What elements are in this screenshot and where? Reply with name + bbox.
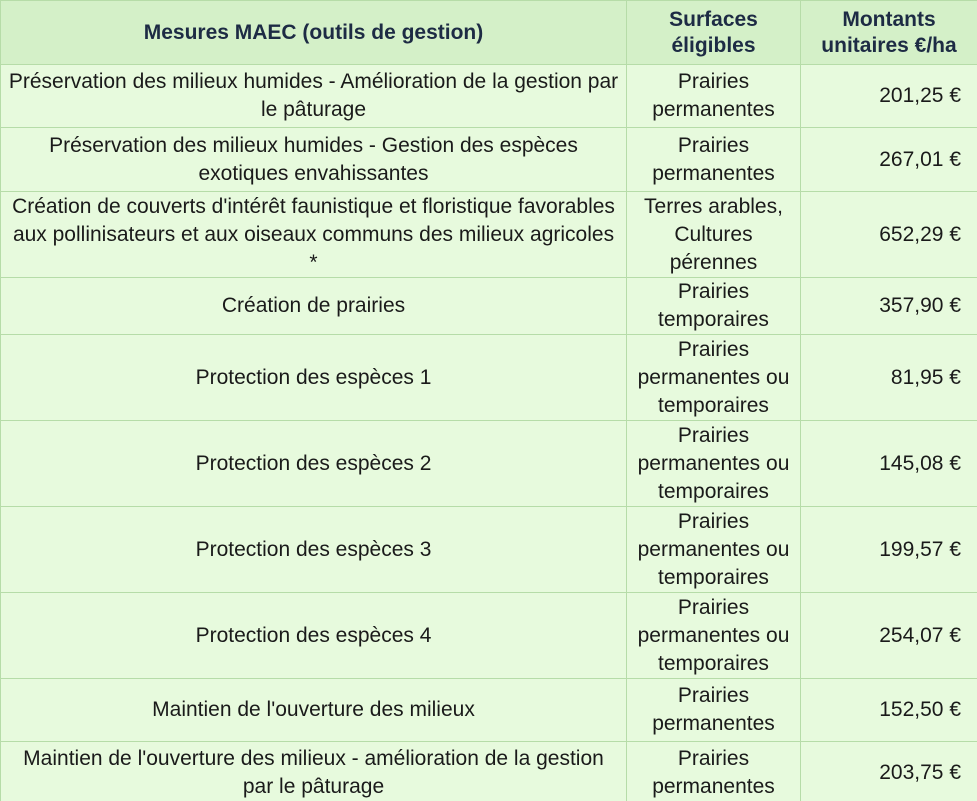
amount-cell: 152,50 €	[801, 679, 977, 742]
table-row	[1, 192, 977, 278]
surface-cell: Prairies permanentes ou temporaires	[627, 335, 801, 421]
table-row	[1, 593, 977, 679]
measure-cell: Préservation des milieux humides - Amélioration de la gestion par le pâturage	[1, 65, 627, 128]
surface-cell: Terres arables, Cultures pérennes	[627, 192, 801, 278]
amount-cell: 267,01 €	[801, 128, 977, 192]
amount-cell: 254,07 €	[801, 593, 977, 679]
amount-cell: 199,57 €	[801, 507, 977, 593]
surface-cell: Prairies permanentes	[627, 65, 801, 128]
amount-cell: 81,95 €	[801, 335, 977, 421]
amount-cell: 357,90 €	[801, 278, 977, 335]
table-row	[1, 507, 977, 593]
measure-cell: Maintien de l'ouverture des milieux	[1, 679, 627, 742]
amount-cell: 201,25 €	[801, 65, 977, 128]
table-row	[1, 742, 977, 801]
amount-cell: 145,08 €	[801, 421, 977, 507]
table-row	[1, 278, 977, 335]
surface-cell: Prairies permanentes ou temporaires	[627, 421, 801, 507]
surface-cell: Prairies permanentes ou temporaires	[627, 507, 801, 593]
table-row	[1, 679, 977, 742]
surface-cell: Prairies permanentes ou temporaires	[627, 593, 801, 679]
measure-cell: Création de couverts d'intérêt faunistique et floristique favorables aux pollinisateurs et aux oiseaux communs des milieux agricoles *	[1, 192, 627, 278]
measure-cell: Protection des espèces 2	[1, 421, 627, 507]
table-header-row	[1, 1, 977, 65]
measure-cell: Protection des espèces 4	[1, 593, 627, 679]
header-amount: Montants unitaires €/ha	[801, 1, 977, 65]
surface-cell: Prairies permanentes	[627, 679, 801, 742]
amount-cell: 203,75 €	[801, 742, 977, 801]
amount-cell: 652,29 €	[801, 192, 977, 278]
surface-cell: Prairies temporaires	[627, 278, 801, 335]
table-row	[1, 65, 977, 128]
surface-cell: Prairies permanentes	[627, 742, 801, 801]
measure-cell: Création de prairies	[1, 278, 627, 335]
table-row	[1, 335, 977, 421]
measure-cell: Protection des espèces 1	[1, 335, 627, 421]
table-row	[1, 421, 977, 507]
header-measure: Mesures MAEC (outils de gestion)	[1, 1, 627, 65]
measure-cell: Préservation des milieux humides - Gestion des espèces exotiques envahissantes	[1, 128, 627, 192]
table-row	[1, 128, 977, 192]
header-surface: Surfaces éligibles	[627, 1, 801, 65]
measure-cell: Maintien de l'ouverture des milieux - amélioration de la gestion par le pâturage	[1, 742, 627, 801]
measure-cell: Protection des espèces 3	[1, 507, 627, 593]
surface-cell: Prairies permanentes	[627, 128, 801, 192]
